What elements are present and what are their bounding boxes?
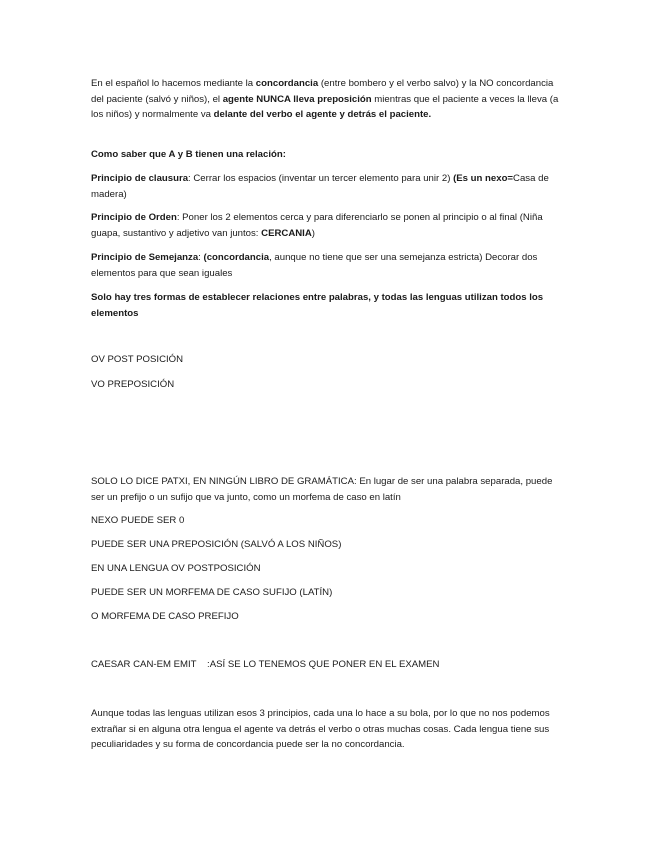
text: En el español lo hacemos mediante la [91,78,256,89]
bold-text: CERCANIA [261,227,312,239]
text: : [198,252,204,263]
paragraph-preposicion: PUEDE SER UNA PREPOSICIÓN (SALVÓ A LOS NIÑOS) [91,539,342,550]
paragraph-nexo-cero: NEXO PUEDE SER 0 [91,515,185,526]
text: ) [311,227,315,239]
bold-text: (concordancia [203,252,270,263]
paragraph-conclusion: Aunque todas las lenguas utilizan esos 3 principios, cada una lo hace a su bola, por lo que no nos podemos extrañar si en alguna otra lengua el agente va detrás el verbo o otras muchas cosas. Cada lengua tiene sus peculiaridades y su forma de concordancia puede ser la no concordancia. [91,708,550,750]
paragraph-principio-semejanza [91,250,567,281]
text: : Poner los 2 elementos cerca y para diferenciarlo se ponen al principio o al final (Niña guapa, sustantivo y adjetivo van juntos: [91,212,543,239]
bold-text: concordancia [255,78,319,89]
text: , aunque no tiene que ser una semejanza estricta) Decorar dos elementos para que sean iguales [91,252,538,279]
paragraph-ov-postposicion: OV POST POSICIÓN [91,354,184,365]
bold-text: Como saber que A y B tienen una relación: [91,149,286,160]
paragraph-morfema-prefijo: O MORFEMA DE CASO PREFIJO [91,611,239,622]
bold-text: Principio de clausura [91,173,189,184]
bold-text: delante del verbo el agente y detrás el paciente. [213,109,432,120]
paragraph-tres-formas [91,290,567,321]
text: : Cerrar los espacios (inventar un tercer elemento para unir 2) [188,173,454,184]
text: mientras que el paciente a veces la lleva (a los niños) y normalmente va [91,93,559,120]
bold-text: Principio de Orden [91,212,177,223]
paragraph-caesar-example: CAESAR CAN-EM EMIT :ASÍ SE LO TENEMOS QUE PONER EN EL EXAMEN [91,659,440,670]
paragraph-principio-orden [91,210,567,241]
paragraph-principio-clausura [91,171,567,202]
text: Casa de madera) [91,173,549,200]
paragraph-concordancia [91,76,567,123]
paragraph-lengua-ov: EN UNA LENGUA OV POSTPOSICIÓN [91,563,261,574]
paragraph-vo-preposicion: VO PREPOSICIÓN [91,379,175,390]
bold-text: Principio de Semejanza [91,252,199,263]
paragraph-solo-lo-dice-patxi: SOLO LO DICE PATXI, EN NINGÚN LIBRO DE GRAMÁTICA: En lugar de ser una palabra separada, puede ser un prefijo o un sufijo que va junto, como un morfema de caso en latín [91,476,553,503]
bold-text: agente NUNCA lleva preposición [222,93,372,105]
bold-text: Solo hay tres formas de establecer relaciones entre palabras, y todas las lenguas utilizan todos los elementos [91,292,544,319]
paragraph-relation-heading [91,147,567,163]
paragraph-morfema-sufijo: PUEDE SER UN MORFEMA DE CASO SUFIJO (LATÍN) [91,587,333,598]
bold-text: (Es un nexo= [453,173,514,184]
text: (entre bombero y el verbo salvo) y la NO concordancia del paciente (salvó y niños), el [91,78,554,105]
